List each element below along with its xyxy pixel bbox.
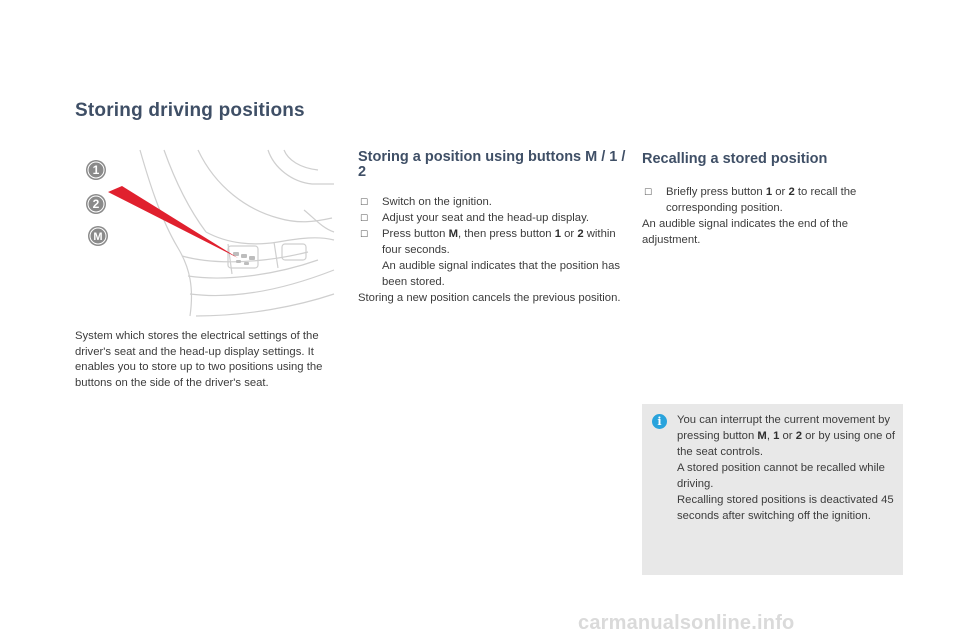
intro-text: System which stores the electrical settings of the driver's seat and the head-up display settings. It enables you to store up to two positions using the buttons on the side of the driver's seat. <box>75 330 323 389</box>
recalling-note: An audible signal indicates the end of the adjustment. <box>642 218 849 246</box>
list-item <box>642 184 904 216</box>
list-item <box>358 210 626 226</box>
recall-step-or: or <box>772 186 789 198</box>
badge-m <box>88 226 108 246</box>
seat-memory-illustration <box>78 148 336 320</box>
recall-step-suffix: to recall the corresponding position. <box>666 186 857 214</box>
storing-heading: Storing a position using buttons M / 1 / 2 <box>358 149 626 180</box>
info-button-m: M <box>757 430 767 442</box>
page-title: Storing driving positions <box>75 100 305 121</box>
button-2-label: 2 <box>577 228 584 240</box>
checkbox-bullet-icon: ☐ <box>644 187 653 197</box>
step-switch-on: Switch on the ignition. <box>382 196 492 208</box>
list-item <box>358 194 626 210</box>
info-line1-prefix: You can interrupt the current movement by pressing button <box>677 414 891 442</box>
red-pointer <box>108 186 238 258</box>
info-text <box>677 412 899 524</box>
checkbox-bullet-icon: ☐ <box>360 229 369 239</box>
recalling-section <box>642 150 904 248</box>
storing-steps <box>358 194 626 290</box>
recall-button-1-label: 1 <box>765 186 773 198</box>
storing-note: Storing a new position cancels the previous position. <box>358 292 621 304</box>
button-1-label: 1 <box>554 228 561 240</box>
badge-2 <box>86 194 106 214</box>
step-press-mid: , then press button <box>457 228 555 240</box>
step-press-or: or <box>561 228 578 240</box>
seat-side-buttons <box>233 252 255 265</box>
list-item <box>358 226 626 290</box>
recall-step-prefix: Briefly press button <box>666 186 766 198</box>
badge-1 <box>86 160 106 180</box>
badge-1-label: 1 <box>92 163 100 177</box>
info-line3: Recalling stored positions is deactivated 45 seconds after switching off the ignition. <box>677 494 894 522</box>
info-box <box>642 404 903 575</box>
recall-button-2-label: 2 <box>788 186 795 198</box>
button-m-label: M <box>448 228 458 240</box>
checkbox-bullet-icon: ☐ <box>360 213 369 223</box>
step-press-signal: An audible signal indicates that the position has been stored. <box>382 260 621 288</box>
step-press-suffix: within four seconds. <box>382 228 616 256</box>
info-button-2: 2 <box>795 430 803 442</box>
info-or: or <box>779 430 796 442</box>
step-press-prefix: Press button <box>382 228 449 240</box>
step-adjust: Adjust your seat and the head-up display. <box>382 212 590 224</box>
checkbox-bullet-icon: ☐ <box>360 197 369 207</box>
info-comma: , <box>766 430 774 442</box>
recalling-steps <box>642 184 904 216</box>
info-line1-suffix: or by using one of the seat controls. <box>677 430 895 458</box>
info-button-1: 1 <box>773 430 780 442</box>
seat-illustration-svg <box>78 148 336 320</box>
info-icon: i <box>652 414 667 429</box>
badge-m-label: M <box>93 231 103 243</box>
info-line2: A stored position cannot be recalled while driving. <box>677 462 885 490</box>
seat-drawing <box>140 150 334 316</box>
watermark: carmanualsonline.info <box>578 612 795 634</box>
badge-2-label: 2 <box>92 197 100 211</box>
storing-section <box>358 150 626 306</box>
recalling-heading: Recalling a stored position <box>642 151 828 167</box>
